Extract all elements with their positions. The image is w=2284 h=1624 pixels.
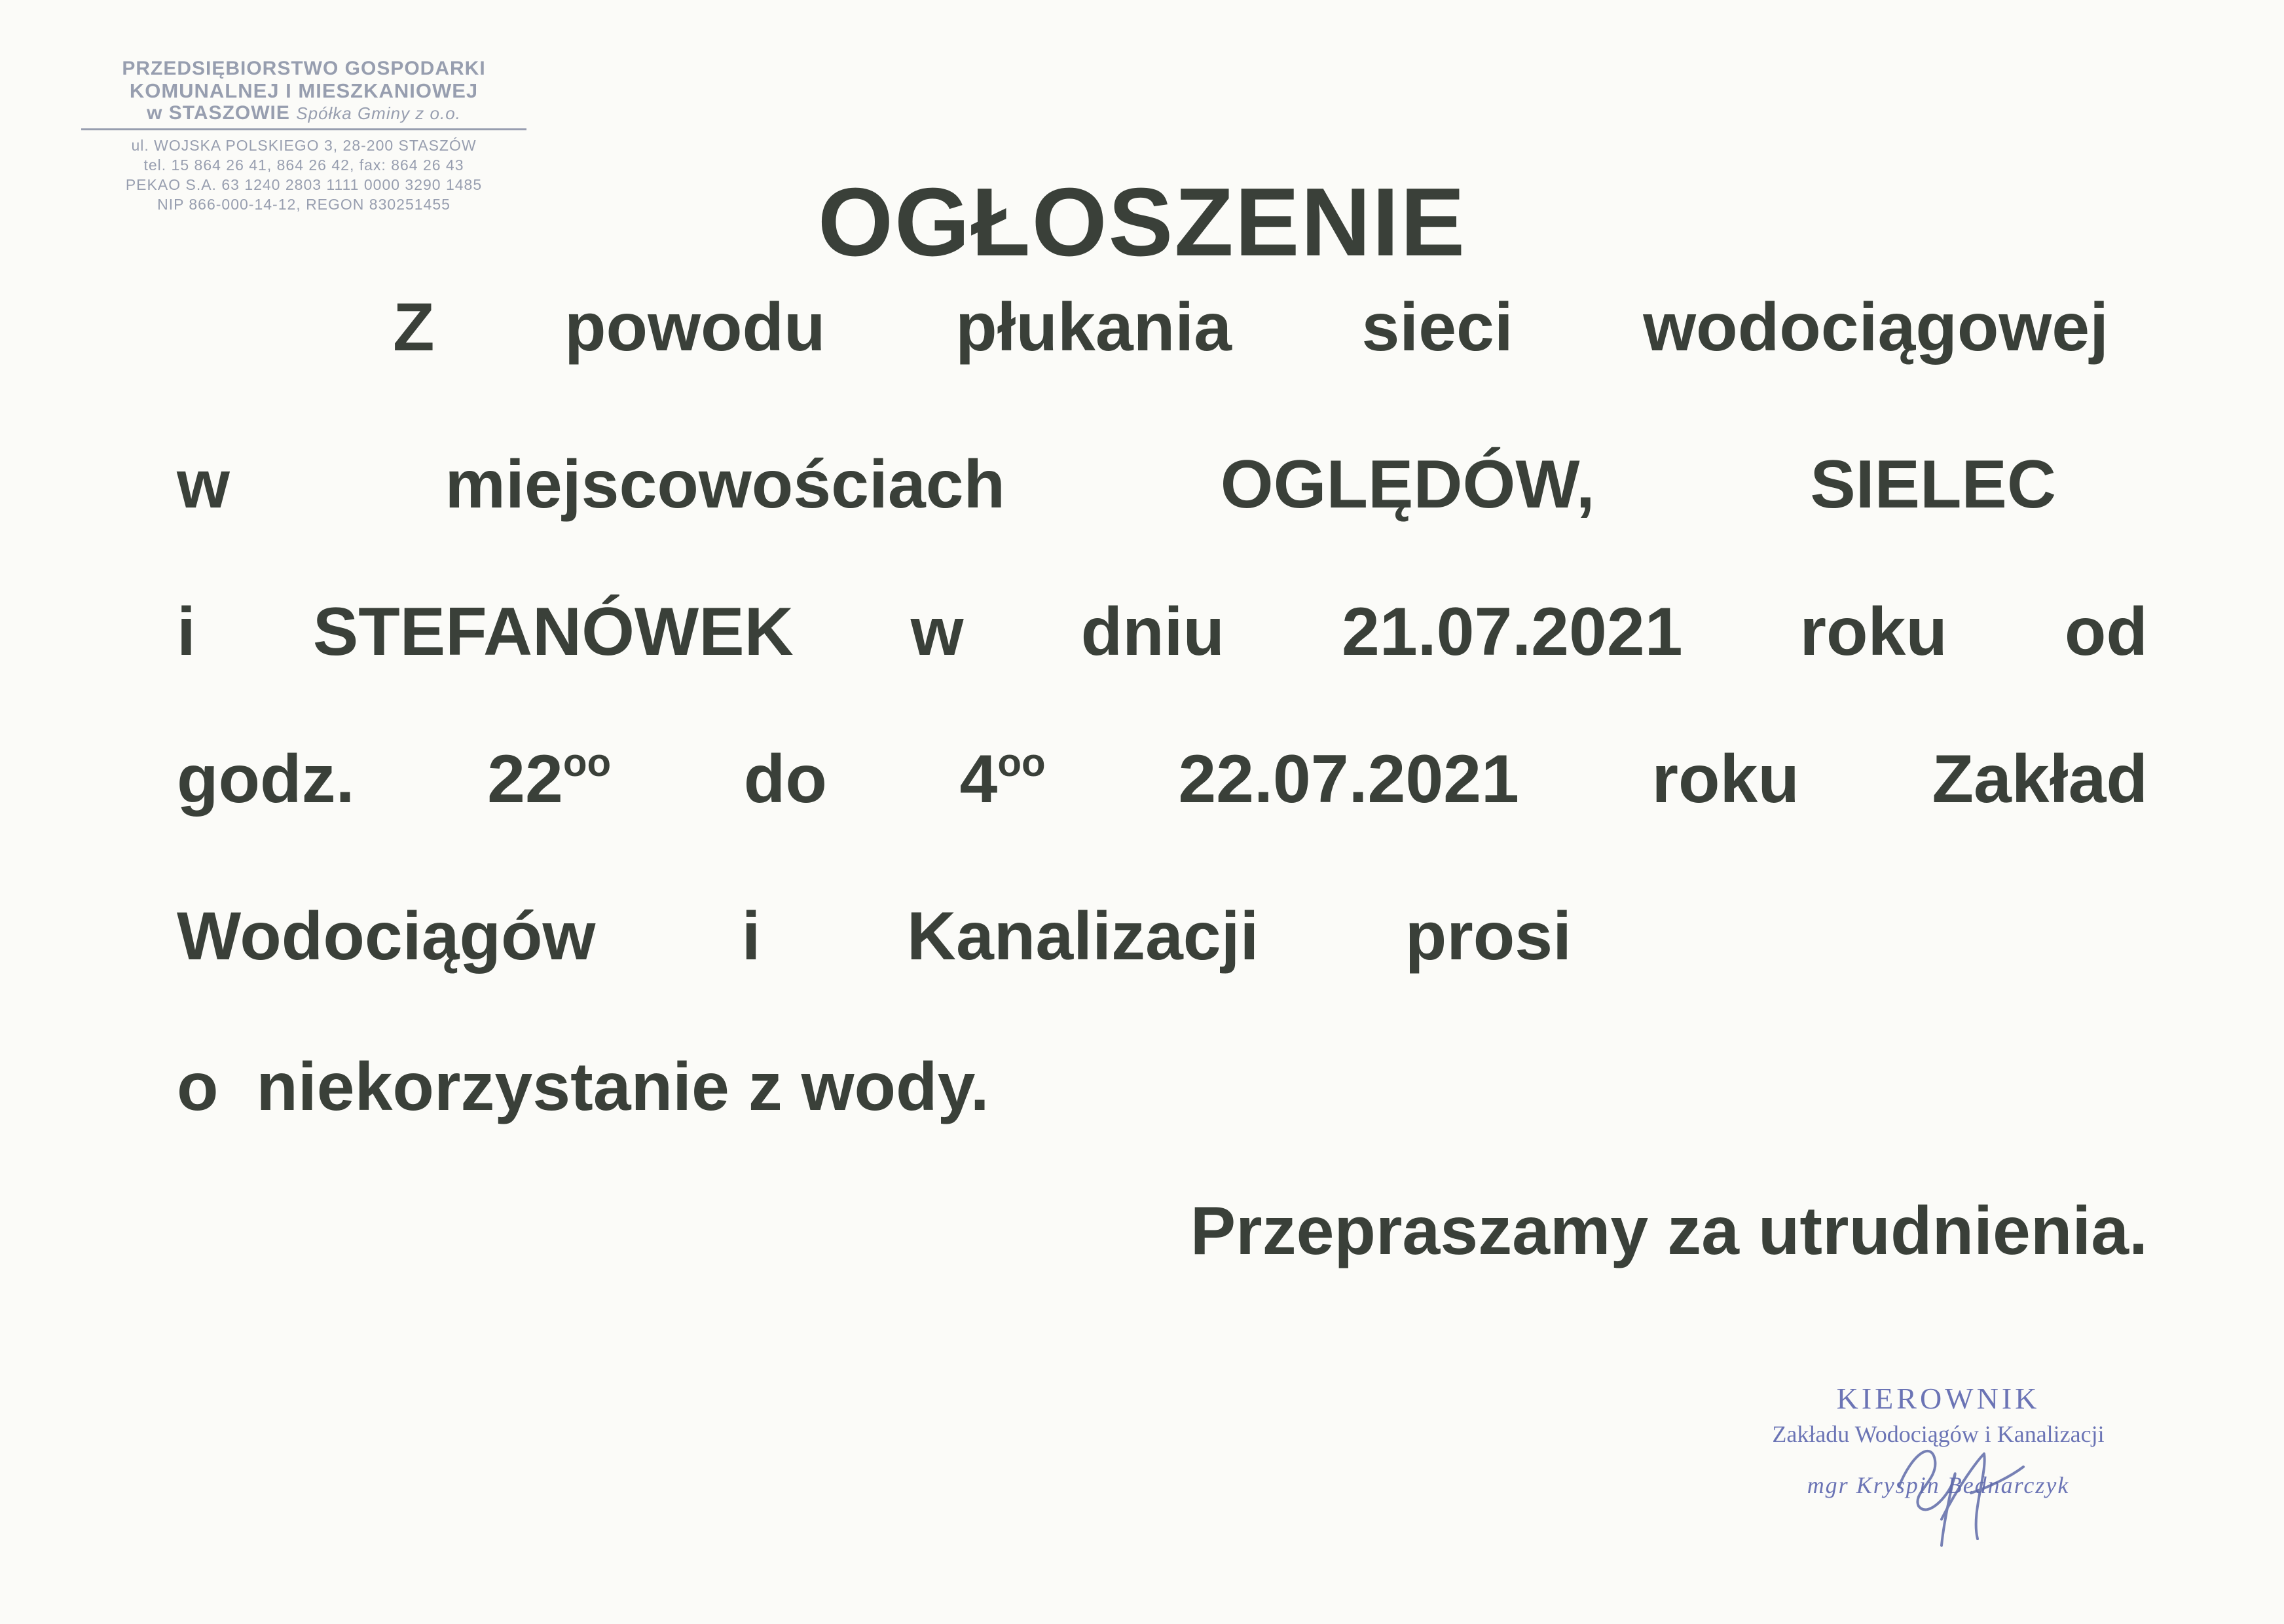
body-line-5 [177,897,1572,976]
word: Z [393,289,435,365]
date-start: 21.07.2021 [1342,594,1683,670]
stamp-bank: PEKAO S.A. 63 1240 2803 1111 0000 3290 1485 [125,176,483,193]
word: od [2064,594,2148,670]
stamp-line-3 [77,102,530,124]
signature-role: KIEROWNIK [1836,1382,2040,1415]
word: wodociągowej [1643,289,2109,365]
word: Kanalizacji [906,898,1259,974]
time-end [960,740,1046,819]
word: roku [1651,741,1799,817]
signature-unit: Zakładu Wodociągów i Kanalizacji [1772,1421,2105,1447]
stamp-line-3-city: w STASZOWIE [147,102,290,124]
date-end: 22.07.2021 [1178,741,1519,817]
body-line-3 [177,593,2148,671]
word: sieci [1361,289,1513,365]
closing-line: Przepraszamy za utrudnienia. [1190,1193,2148,1269]
handwritten-signature [1873,1414,2069,1565]
word: prosi [1405,898,1572,974]
word: do [743,741,827,817]
word: w [910,594,964,670]
word: miejscowościach [445,447,1006,523]
word: OGLĘDÓW, [1220,447,1595,523]
word: SIELEC [1810,447,2056,523]
stamp-line-2: KOMUNALNEJ I MIESZKANIOWEJ [129,79,479,102]
word: w [177,447,230,523]
stamp-ids: NIP 866-000-14-12, REGON 830251455 [157,196,451,213]
word: i [177,594,196,670]
time-end-hour: 4 [959,741,998,817]
body-line-6: o niekorzystanie z wody. [177,1049,989,1125]
word: Wodociągów [177,898,596,974]
time-start-hour: 22 [487,741,563,817]
word: roku [1799,594,1947,670]
body-line-1 [393,288,2109,367]
time-start-minutes: oo [562,741,612,784]
body-line-2 [177,445,2056,524]
body-line-4 [177,740,2148,819]
word: STEFANÓWEK [312,594,794,670]
word: dniu [1080,594,1225,670]
word: Zakład [1932,741,2148,817]
word: godz. [177,741,355,817]
signature-name: mgr Kryspin Bednarczyk [1807,1472,2070,1498]
stamp-phone: tel. 15 864 26 41, 864 26 42, fax: 864 26 43 [143,157,464,174]
stamp-divider [81,128,526,130]
word: powodu [564,289,826,365]
word: płukania [955,289,1232,365]
word: i [741,898,761,974]
stamp-line-1: PRZEDSIĘBIORSTWO GOSPODARKI [122,58,486,79]
stamp-line-3-suffix: Spółka Gminy z o.o. [296,103,461,123]
time-start [487,740,611,819]
time-end-minutes: oo [997,741,1046,784]
announcement-title: OGŁOSZENIE [817,168,1467,276]
stamp-address: ul. WOJSKA POLSKIEGO 3, 28-200 STASZÓW [131,137,477,154]
